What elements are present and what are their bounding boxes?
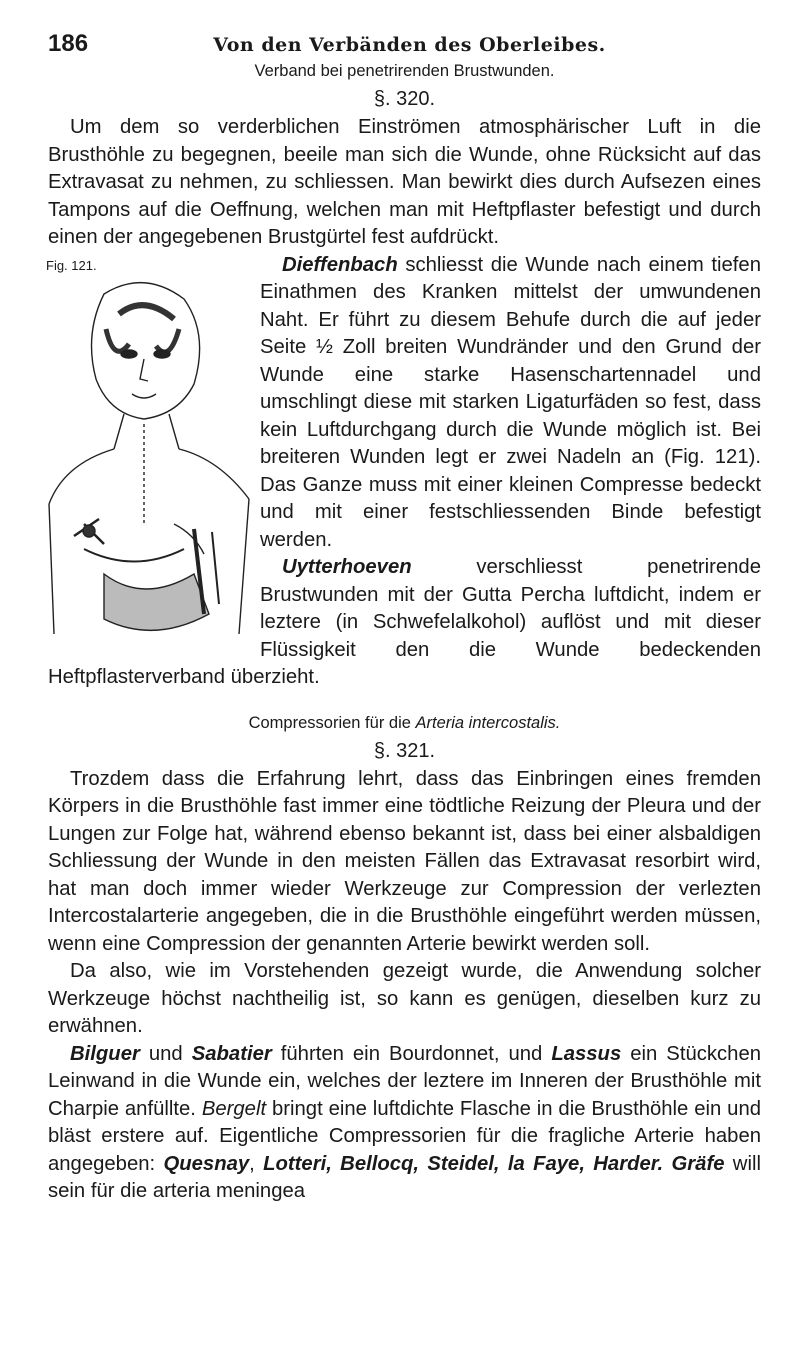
- section-321-title: Compressorien für die Arteria intercostalis.: [248, 713, 561, 732]
- section-320-paragraph-3: Uytterhoeven verschliesst penetrirende Brustwunden mit der Gutta Percha luftdicht, indem er leztere (in Schwefelalkohol) auflöst und mit dieser Flüssigkeit den die Wunde bedeckenden Heftpflasterverband überzieht.: [48, 556, 761, 688]
- page-number: 186: [48, 30, 89, 57]
- figure-label: Fig. 121.: [46, 257, 97, 273]
- running-title: Von den Verbänden des Oberleibes.: [213, 34, 606, 56]
- section-320-paragraph-1: Um dem so verderblichen Einströmen atmosphärischer Luft in die Brusthöhle zu begegnen, beeile man sich die Wunde, ohne Rücksicht auf das Extravasat zu nehmen, zu schliessen. Man bewirkt dies durch Aufsezen eines Tampons auf die Oeffnung, welchen man mit Heftpflaster befestigt und durch einen der angegebenen Brustgürtel fest aufdrückt.: [48, 116, 761, 248]
- section-321-paragraph-3: Bilguer und Sabatier führten ein Bourdonnet, und Lassus ein Stückchen Leinwand in die Wunde ein, welches der leztere im Inneren der Brusthöhle mit Charpie anfüllte. Bergelt bringt eine luftdichte Flasche in die Brusthöhle ein und bläst erstere auf. Eigentliche Compressorien für die fragliche Arterie haben angegeben: Quesnay, Lotteri, Bellocq, Steidel, la Faye, Harder. Gräfe will sein für die arteria meningea: [48, 1042, 761, 1202]
- author-uytterhoeven: Uytterhoeven: [282, 556, 412, 578]
- figure-121-illustration: [44, 274, 254, 644]
- section-320-paragraph-2: Dieffenbach schliesst die Wunde nach einem tiefen Einathmen des Kranken mittelst der umwundenen Naht. Er führt zu diesem Behufe durch die auf jeder Seite ½ Zoll breiten Wundränder und den Grund der Wunde eine starke Hasenschartennadel und umschlingt diese mit starken Ligaturfäden so fest, dass kein Luftdurchgang durch die Wunde möglich ist. Bei breiteren Wunden legt er zwei Nadeln an (Fig. 121). Das Ganze muss mit einer kleinen Compresse bedeckt und mit einer festschliessenden Binde befestigt werden.: [260, 253, 761, 551]
- section-320-number: §. 320.: [373, 88, 436, 110]
- running-head: [48, 30, 761, 60]
- section-321-number: §. 321.: [373, 739, 436, 762]
- figure-121: [44, 252, 254, 650]
- book-page: [48, 30, 761, 1206]
- author-dieffenbach: Dieffenbach: [282, 253, 398, 276]
- section-321-paragraph-1: Trozdem dass die Erfahrung lehrt, dass das Einbringen eines fremden Körpers in die Brusthöhle fast immer eine tödtliche Reizung der Pleura und der Lungen zur Folge hat, während ebenso bekannt ist, dass bei einer alsbaldigen Schliessung der Wunde in den meisten Fällen das Extravasat resorbirt wird, hat man doch immer wieder Werkzeuge zur Compression der verlezten Intercostalarterie angegeben, die in die Brusthöhle eingeführt werden müssen, wenn eine Compression der genannten Arterie bewirkt werden soll.: [48, 767, 761, 955]
- section-321-paragraph-2: Da also, wie im Vorstehenden gezeigt wurde, die Anwendung solcher Werkzeuge höchst nachtheilig ist, so kann es genügen, dieselben kurz zu erwähnen.: [48, 960, 761, 1037]
- section-320-title: Verband bei penetrirenden Brustwunden.: [254, 62, 555, 80]
